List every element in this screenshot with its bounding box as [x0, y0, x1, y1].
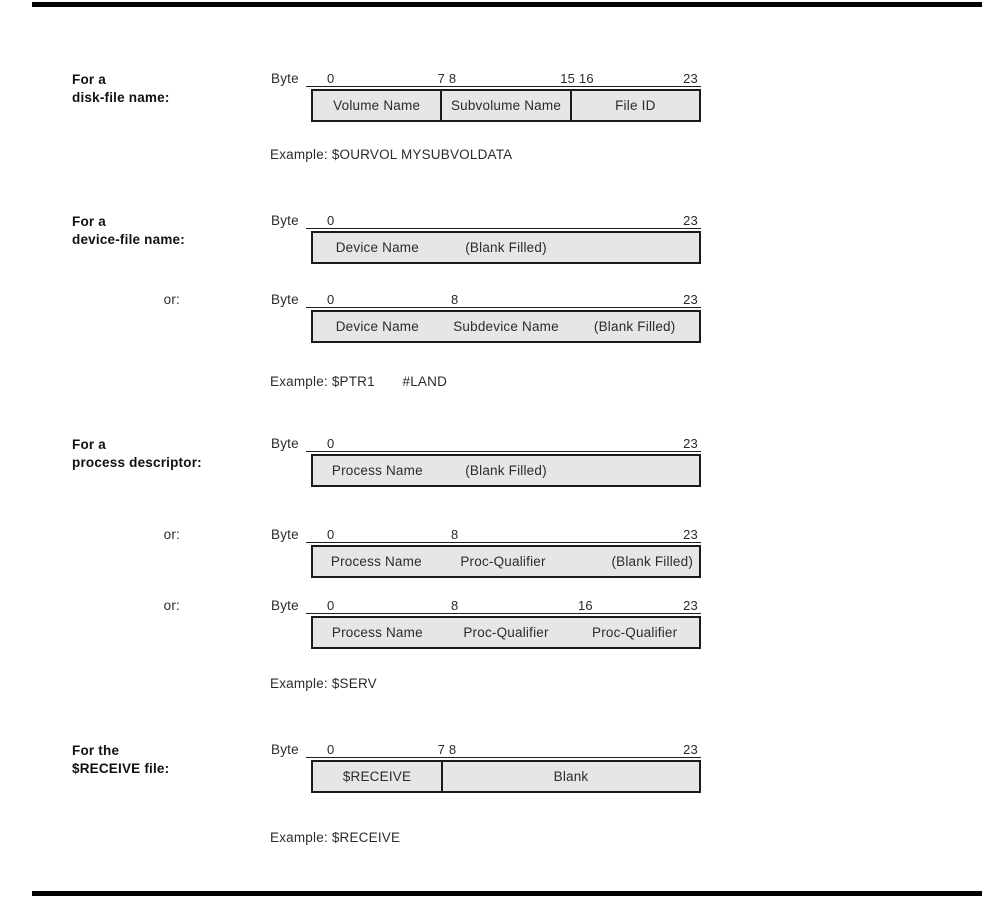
field-cell: Process Name: [331, 463, 423, 478]
field-cell: (Blank Filled): [465, 463, 547, 478]
byte-tick: 0: [327, 213, 335, 228]
byte-tick: 0: [327, 742, 335, 757]
byte-tick: 16: [578, 598, 593, 613]
field-cell: Volume Name: [313, 91, 442, 120]
field-cell: Device Name: [335, 319, 419, 334]
caption-line: disk-file name:: [72, 90, 170, 105]
figure-caption: [72, 436, 282, 472]
page-bottom-rule: [32, 891, 982, 896]
field-cell: (Blank Filled): [611, 554, 694, 569]
field-cell: Process Name: [331, 625, 423, 640]
byte-scale: [306, 293, 701, 308]
field-box: [311, 454, 701, 487]
field-box: [311, 231, 701, 264]
page-top-rule: [32, 2, 982, 7]
field-cell: File ID: [615, 98, 656, 113]
field-cell: Proc-Qualifier: [463, 625, 549, 640]
figure-caption: [72, 213, 282, 249]
byte-tick: 23: [683, 598, 698, 613]
byte-scale: [306, 72, 701, 87]
byte-tick: 0: [327, 436, 335, 451]
field-cell: [570, 456, 699, 485]
byte-label: Byte: [271, 436, 299, 451]
byte-tick: 8: [451, 292, 459, 307]
byte-tick: 23: [683, 436, 698, 451]
caption-line: process descriptor:: [72, 455, 202, 470]
byte-label: Byte: [271, 292, 299, 307]
byte-tick: 23: [683, 213, 698, 228]
example-text: Example: $RECEIVE: [270, 830, 401, 845]
byte-tick: 23: [683, 527, 698, 542]
byte-tick: 0: [327, 71, 335, 86]
field-box: [311, 616, 701, 649]
field-cell: Proc-Qualifier: [592, 625, 678, 640]
byte-tick: 0: [327, 598, 335, 613]
or-label: or:: [163, 598, 180, 613]
byte-tick: 15 16: [560, 71, 594, 86]
byte-tick: 23: [683, 292, 698, 307]
field-cell: $RECEIVE: [313, 762, 443, 791]
byte-tick: 8: [451, 598, 459, 613]
byte-scale: [306, 528, 701, 543]
byte-tick: 23: [683, 742, 698, 757]
example-text: Example: $PTR1 #LAND: [270, 374, 448, 389]
byte-scale: [306, 599, 701, 614]
field-cell: Proc-Qualifier: [460, 554, 546, 569]
field-cell: Blank: [553, 769, 589, 784]
byte-label: Byte: [271, 598, 299, 613]
field-cell: Subdevice Name: [453, 319, 559, 334]
field-cell: Process Name: [330, 554, 422, 569]
field-box: [311, 545, 701, 578]
field-cell: [570, 233, 699, 262]
field-box: [311, 89, 701, 122]
byte-tick: 7 8: [437, 71, 457, 86]
example-text: Example: $SERV: [270, 676, 377, 691]
example-text: Example: $OURVOL MYSUBVOLDATA: [270, 147, 513, 162]
byte-scale: [306, 743, 701, 758]
caption-line: device-file name:: [72, 232, 185, 247]
caption-line: For the: [72, 743, 120, 758]
byte-tick: 0: [327, 527, 335, 542]
field-cell: (Blank Filled): [593, 319, 676, 334]
byte-tick: 23: [683, 71, 698, 86]
field-cell: Subvolume Name: [442, 91, 571, 120]
caption-line: For a: [72, 437, 107, 452]
byte-label: Byte: [271, 71, 299, 86]
byte-label: Byte: [271, 742, 299, 757]
field-box: [311, 310, 701, 343]
byte-scale: [306, 214, 701, 229]
or-label: or:: [163, 527, 180, 542]
field-box: [311, 760, 701, 793]
byte-tick: 7 8: [437, 742, 457, 757]
byte-scale: [306, 437, 701, 452]
figure-caption: [72, 742, 282, 778]
or-label: or:: [163, 292, 180, 307]
byte-tick: 0: [327, 292, 335, 307]
byte-label: Byte: [271, 527, 299, 542]
byte-label: Byte: [271, 213, 299, 228]
caption-line: For a: [72, 214, 107, 229]
figure-caption: [72, 71, 282, 107]
caption-line: $RECEIVE file:: [72, 761, 170, 776]
field-cell: Device Name: [335, 240, 419, 255]
byte-tick: 8: [451, 527, 459, 542]
caption-line: For a: [72, 72, 107, 87]
field-cell: (Blank Filled): [465, 240, 547, 255]
